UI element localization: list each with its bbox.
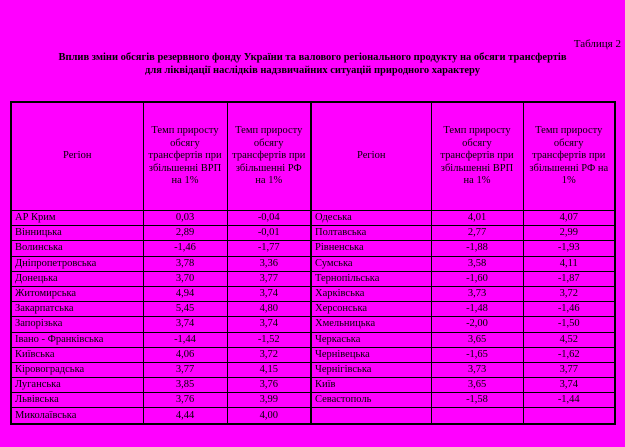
region-cell: Харківська (311, 286, 431, 301)
region-cell: Одеська (311, 211, 431, 226)
header-region-right: Регіон (311, 102, 431, 211)
grp-cell: -1,58 (431, 393, 523, 408)
grp-cell: 3,85 (143, 378, 227, 393)
grp-cell: 2,89 (143, 226, 227, 241)
grp-cell: 3,76 (143, 393, 227, 408)
grp-cell: 4,06 (143, 347, 227, 362)
table-row (11, 378, 615, 393)
region-cell: Львівська (11, 393, 143, 408)
rf-cell: 4,80 (227, 302, 311, 317)
grp-cell: 3,58 (431, 256, 523, 271)
data-table (10, 101, 616, 425)
region-cell: Київська (11, 347, 143, 362)
region-cell (311, 408, 431, 424)
header-grp-right: Темп приросту обсягу трансфертів при збільшенні ВРП на 1% (431, 102, 523, 211)
grp-cell: 3,78 (143, 256, 227, 271)
grp-cell: 3,73 (431, 286, 523, 301)
grp-cell: -1,46 (143, 241, 227, 256)
grp-cell: 3,77 (143, 362, 227, 377)
region-cell: Закарпатська (11, 302, 143, 317)
rf-cell: -1,46 (523, 302, 615, 317)
region-cell: Івано - Франківська (11, 332, 143, 347)
region-cell: Херсонська (311, 302, 431, 317)
region-cell: Волинська (11, 241, 143, 256)
region-cell: Полтавська (311, 226, 431, 241)
rf-cell: -0,01 (227, 226, 311, 241)
rf-cell: -1,87 (523, 271, 615, 286)
grp-cell: 3,70 (143, 271, 227, 286)
rf-cell: -1,52 (227, 332, 311, 347)
rf-cell (523, 408, 615, 424)
region-cell: Дніпропетровська (11, 256, 143, 271)
table-row (11, 226, 615, 241)
region-cell: Донецька (11, 271, 143, 286)
rf-cell: -0,04 (227, 211, 311, 226)
grp-cell: 3,73 (431, 362, 523, 377)
rf-cell: 3,77 (523, 362, 615, 377)
table-row (11, 332, 615, 347)
grp-cell: 4,94 (143, 286, 227, 301)
header-row (11, 102, 615, 211)
rf-cell: 3,74 (523, 378, 615, 393)
region-cell: Вінницька (11, 226, 143, 241)
rf-cell: 3,72 (227, 347, 311, 362)
grp-cell: -1,48 (431, 302, 523, 317)
table-label: Таблиця 2 (573, 38, 621, 50)
grp-cell: 4,01 (431, 211, 523, 226)
rf-cell: 3,76 (227, 378, 311, 393)
table-row (11, 271, 615, 286)
rf-cell: 3,99 (227, 393, 311, 408)
table-title (0, 51, 625, 77)
table-row (11, 241, 615, 256)
grp-cell: 5,45 (143, 302, 227, 317)
grp-cell: 3,65 (431, 332, 523, 347)
region-cell: Черкаська (311, 332, 431, 347)
header-region-left: Регіон (11, 102, 143, 211)
grp-cell: -1,88 (431, 241, 523, 256)
grp-cell: 2,77 (431, 226, 523, 241)
rf-cell: 3,74 (227, 286, 311, 301)
rf-cell: 4,15 (227, 362, 311, 377)
rf-cell: 4,11 (523, 256, 615, 271)
table-row (11, 347, 615, 362)
rf-cell: -1,77 (227, 241, 311, 256)
header-grp-left: Темп приросту обсягу трансфертів при збільшенні ВРП на 1% (143, 102, 227, 211)
grp-cell: 4,44 (143, 408, 227, 424)
region-cell: Житомирська (11, 286, 143, 301)
rf-cell: 2,99 (523, 226, 615, 241)
region-cell: Луганська (11, 378, 143, 393)
table-row (11, 393, 615, 408)
table-row (11, 317, 615, 332)
region-cell: Кіровоградська (11, 362, 143, 377)
rf-cell: -1,93 (523, 241, 615, 256)
rf-cell: 4,52 (523, 332, 615, 347)
rf-cell: -1,50 (523, 317, 615, 332)
table-row (11, 286, 615, 301)
rf-cell: 4,07 (523, 211, 615, 226)
grp-cell: 3,65 (431, 378, 523, 393)
region-cell: Хмельницька (311, 317, 431, 332)
region-cell: Запорізька (11, 317, 143, 332)
grp-cell: -2,00 (431, 317, 523, 332)
rf-cell: -1,62 (523, 347, 615, 362)
grp-cell: 3,74 (143, 317, 227, 332)
table-row (11, 408, 615, 424)
grp-cell: -1,65 (431, 347, 523, 362)
rf-cell: -1,44 (523, 393, 615, 408)
region-cell: Чернігівська (311, 362, 431, 377)
table-row (11, 211, 615, 226)
header-rf-right: Темп приросту обсягу трансфертів при збільшенні РФ на 1% (523, 102, 615, 211)
region-cell: Чернівецька (311, 347, 431, 362)
table-row (11, 362, 615, 377)
region-cell: АР Крим (11, 211, 143, 226)
rf-cell: 3,77 (227, 271, 311, 286)
header-rf-left: Темп приросту обсягу трансфертів при збільшенні РФ на 1% (227, 102, 311, 211)
region-cell: Сумська (311, 256, 431, 271)
grp-cell: 0,03 (143, 211, 227, 226)
rf-cell: 3,72 (523, 286, 615, 301)
region-cell: Миколаївська (11, 408, 143, 424)
grp-cell (431, 408, 523, 424)
rf-cell: 3,74 (227, 317, 311, 332)
region-cell: Рівненська (311, 241, 431, 256)
grp-cell: -1,44 (143, 332, 227, 347)
table-row (11, 256, 615, 271)
rf-cell: 4,00 (227, 408, 311, 424)
title-line-2: для ліквідації наслідків надзвичайних ситуацій природного характеру (145, 65, 480, 76)
region-cell: Тернопільська (311, 271, 431, 286)
rf-cell: 3,36 (227, 256, 311, 271)
table-row (11, 302, 615, 317)
title-line-1: Вплив зміни обсягів резервного фонду України та валового регіонального продукту на обсяги трансфертів (58, 52, 567, 63)
grp-cell: -1,60 (431, 271, 523, 286)
region-cell: Київ (311, 378, 431, 393)
region-cell: Севастополь (311, 393, 431, 408)
